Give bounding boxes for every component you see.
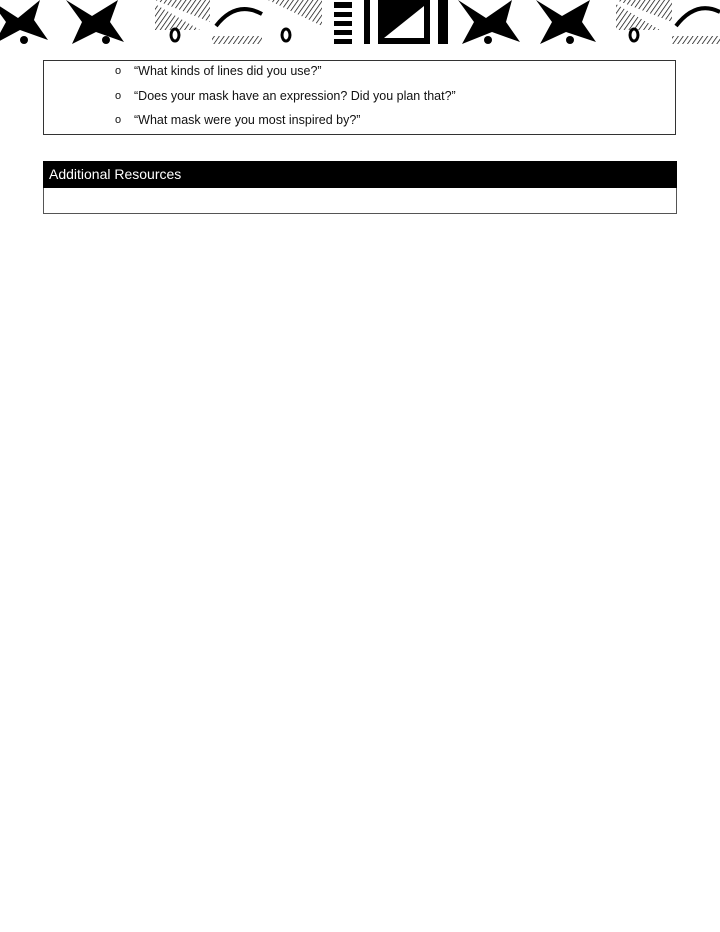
list-item bbox=[44, 63, 677, 79]
bullet-icon: o bbox=[114, 90, 122, 102]
flower-motif-icon bbox=[0, 0, 48, 44]
triangle-block-icon bbox=[378, 0, 448, 44]
flower-motif-icon bbox=[458, 0, 520, 44]
striped-block-icon bbox=[334, 0, 370, 44]
curve-motif-icon bbox=[216, 0, 322, 41]
bullet-icon: o bbox=[114, 114, 122, 126]
hatched-triangle-icon bbox=[155, 0, 262, 44]
reflection-questions-box bbox=[43, 60, 676, 135]
section-header-additional-resources: Additional Resources bbox=[43, 161, 677, 188]
list-item bbox=[44, 112, 677, 128]
additional-resources-body bbox=[43, 188, 677, 214]
hatched-triangle-icon bbox=[616, 0, 720, 44]
decorative-pattern-banner bbox=[0, 0, 720, 46]
question-text: “What mask were you most inspired by?” bbox=[134, 113, 361, 127]
bullet-icon: o bbox=[114, 65, 122, 77]
question-text: “Does your mask have an expression? Did you plan that?” bbox=[134, 89, 456, 103]
flower-motif-icon bbox=[536, 0, 596, 44]
list-item bbox=[44, 88, 677, 104]
question-text: “What kinds of lines did you use?” bbox=[134, 64, 322, 78]
flower-motif-icon bbox=[66, 0, 124, 44]
